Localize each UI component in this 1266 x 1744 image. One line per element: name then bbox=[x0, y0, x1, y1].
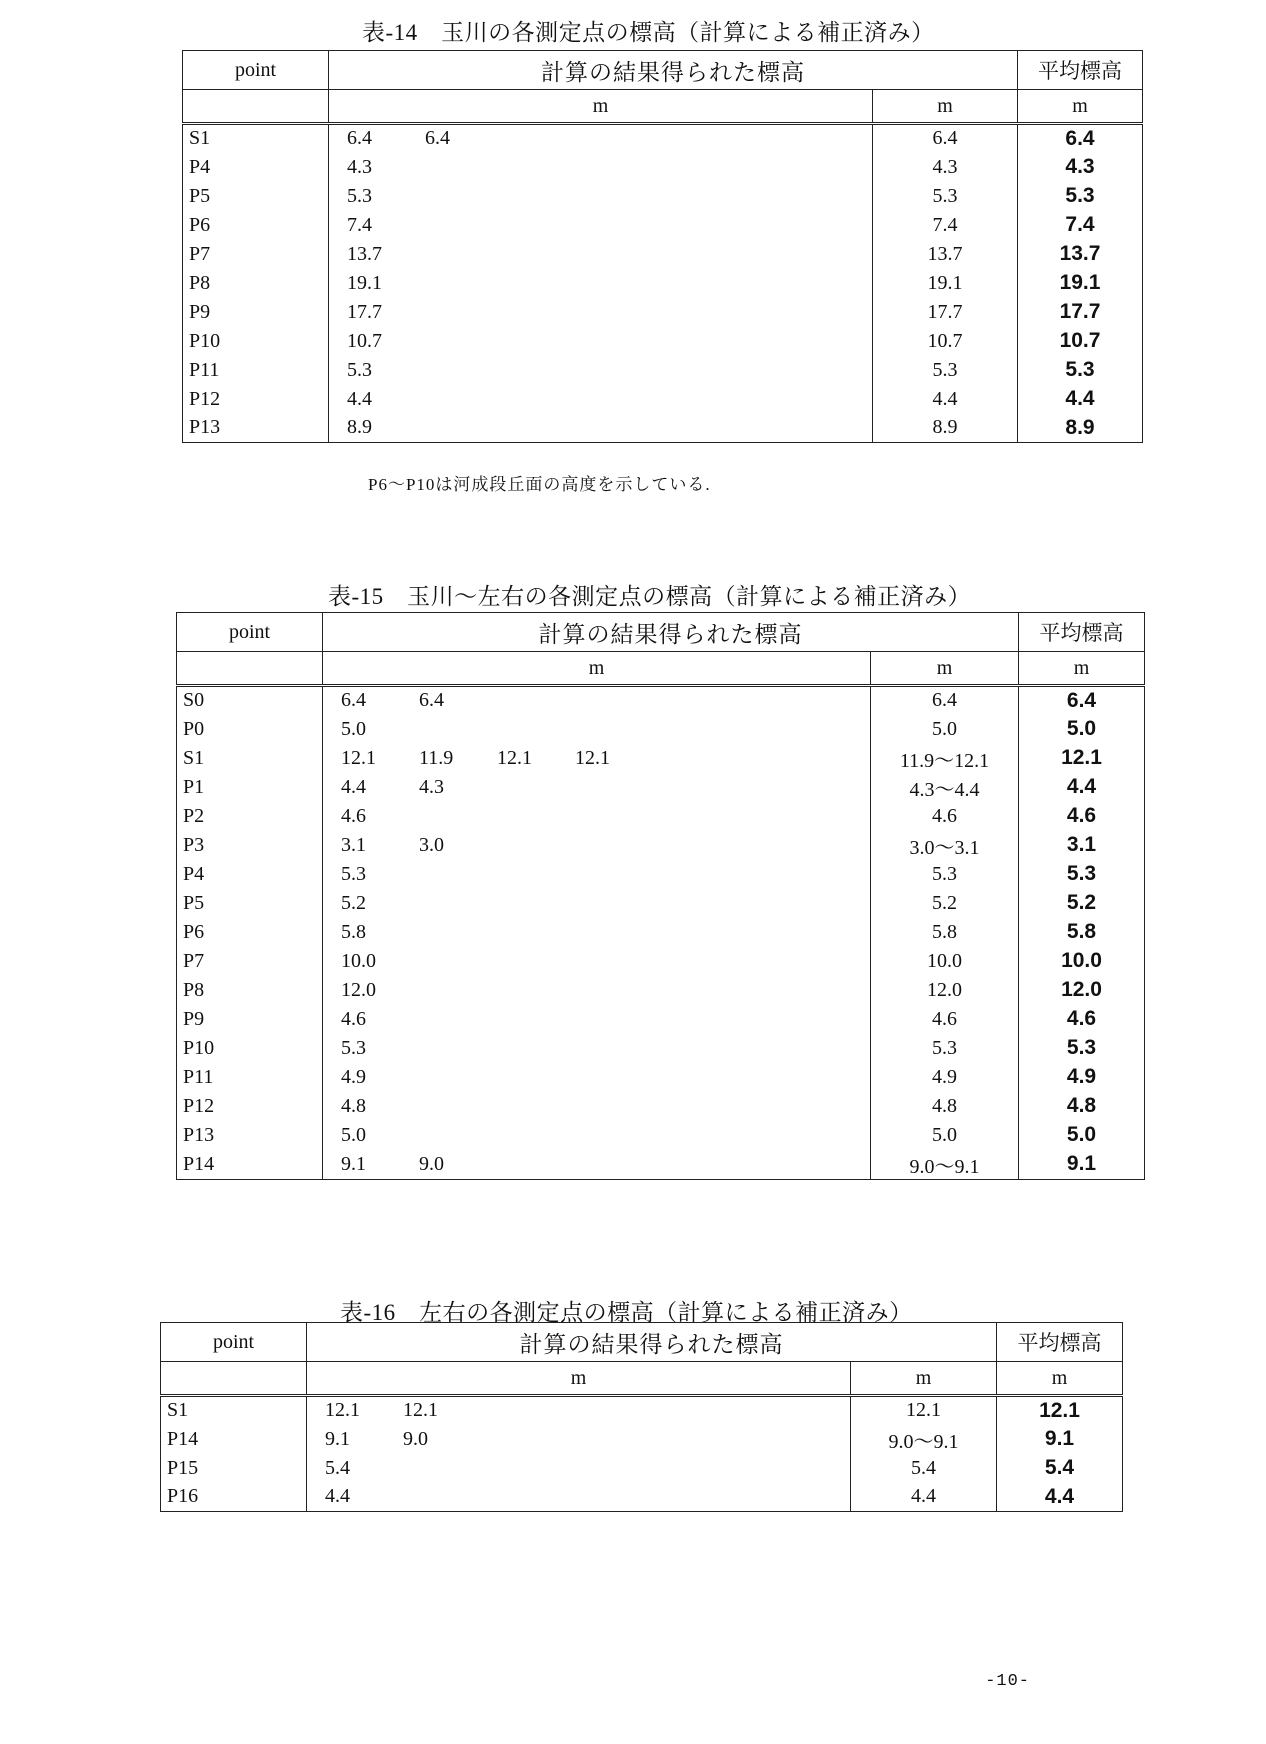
point-header: point bbox=[161, 1323, 307, 1362]
values-cell bbox=[329, 385, 873, 414]
measured-value: 7.4 bbox=[347, 213, 372, 236]
measured-value: 12.1 bbox=[325, 1399, 360, 1422]
point-cell: P11 bbox=[177, 1063, 323, 1092]
values-cell bbox=[323, 715, 871, 744]
point-cell: P4 bbox=[177, 860, 323, 889]
point-cell: S1 bbox=[177, 744, 323, 773]
point-cell: P6 bbox=[177, 918, 323, 947]
point-cell: P16 bbox=[161, 1483, 307, 1512]
average-cell: 12.1 bbox=[997, 1396, 1123, 1425]
point-cell: P12 bbox=[183, 385, 329, 414]
calc-header: 計算の結果得られた標高 bbox=[323, 613, 1019, 652]
avg-header: 平均標高 bbox=[1019, 613, 1145, 652]
table-row bbox=[161, 1454, 1123, 1483]
values-cell bbox=[329, 182, 873, 211]
values-cell bbox=[323, 686, 871, 715]
measured-value: 5.0 bbox=[341, 1123, 366, 1146]
point-unit-cell bbox=[183, 90, 329, 124]
measured-value: 8.9 bbox=[347, 416, 372, 439]
range-unit: m bbox=[873, 90, 1018, 124]
values-cell bbox=[323, 976, 871, 1005]
average-cell: 5.4 bbox=[997, 1454, 1123, 1483]
measured-value: 12.1 bbox=[341, 746, 376, 769]
avg-unit: m bbox=[1019, 652, 1145, 686]
measured-value: 13.7 bbox=[347, 242, 382, 265]
calc-unit: m bbox=[329, 90, 873, 124]
point-cell: P13 bbox=[177, 1121, 323, 1150]
average-cell: 6.4 bbox=[1019, 686, 1145, 715]
point-cell: P3 bbox=[177, 831, 323, 860]
table-14-note: P6～P10は河成段丘面の高度を示している. bbox=[368, 475, 711, 494]
table-row bbox=[177, 947, 1145, 976]
measured-value: 5.2 bbox=[341, 891, 366, 914]
average-cell: 5.8 bbox=[1019, 918, 1145, 947]
point-cell: P0 bbox=[177, 715, 323, 744]
average-cell: 5.3 bbox=[1019, 1034, 1145, 1063]
table-row bbox=[177, 918, 1145, 947]
measured-value: 4.4 bbox=[325, 1485, 350, 1508]
measured-value: 6.4 bbox=[425, 127, 450, 150]
calc-header: 計算の結果得られた標高 bbox=[329, 51, 1018, 90]
measured-value: 4.9 bbox=[341, 1065, 366, 1088]
average-cell: 4.8 bbox=[1019, 1092, 1145, 1121]
average-cell: 13.7 bbox=[1018, 240, 1143, 269]
range-cell: 9.0～9.1 bbox=[851, 1425, 997, 1454]
table-15 bbox=[176, 612, 1145, 1180]
average-cell: 5.3 bbox=[1019, 860, 1145, 889]
point-cell: P11 bbox=[183, 356, 329, 385]
measured-value: 4.8 bbox=[341, 1094, 366, 1117]
range-cell: 10.7 bbox=[873, 327, 1018, 356]
range-cell: 4.9 bbox=[871, 1063, 1019, 1092]
range-cell: 4.8 bbox=[871, 1092, 1019, 1121]
range-unit: m bbox=[851, 1362, 997, 1396]
values-cell bbox=[329, 153, 873, 182]
table-row bbox=[161, 1396, 1123, 1425]
point-cell: S0 bbox=[177, 686, 323, 715]
measured-value: 3.1 bbox=[341, 833, 366, 856]
point-cell: P8 bbox=[183, 269, 329, 298]
table-row bbox=[177, 686, 1145, 715]
values-cell bbox=[329, 269, 873, 298]
table-16-caption: 表-16 左右の各測定点の標高（計算による補正済み） bbox=[340, 1300, 913, 1325]
range-cell: 13.7 bbox=[873, 240, 1018, 269]
values-cell bbox=[323, 889, 871, 918]
values-cell bbox=[323, 1150, 871, 1180]
range-cell: 4.6 bbox=[871, 802, 1019, 831]
measured-value: 17.7 bbox=[347, 300, 382, 323]
range-cell: 9.0～9.1 bbox=[871, 1150, 1019, 1180]
table-row bbox=[177, 1150, 1145, 1180]
table-16 bbox=[160, 1322, 1123, 1512]
values-cell bbox=[323, 1121, 871, 1150]
table-row bbox=[177, 889, 1145, 918]
table-row bbox=[183, 414, 1143, 443]
table-row bbox=[177, 1034, 1145, 1063]
average-cell: 4.4 bbox=[1019, 773, 1145, 802]
values-cell bbox=[329, 327, 873, 356]
table-row bbox=[183, 240, 1143, 269]
table-row bbox=[177, 860, 1145, 889]
table-row bbox=[177, 715, 1145, 744]
measured-value: 12.1 bbox=[575, 746, 610, 769]
range-cell: 5.0 bbox=[871, 715, 1019, 744]
average-cell: 12.0 bbox=[1019, 976, 1145, 1005]
measured-value: 5.3 bbox=[347, 184, 372, 207]
point-cell: P13 bbox=[183, 414, 329, 443]
average-cell: 12.1 bbox=[1019, 744, 1145, 773]
measured-value: 6.4 bbox=[347, 127, 372, 150]
average-cell: 6.4 bbox=[1018, 124, 1143, 153]
range-cell: 17.7 bbox=[873, 298, 1018, 327]
measured-value: 4.4 bbox=[341, 775, 366, 798]
table-row bbox=[177, 976, 1145, 1005]
average-cell: 5.3 bbox=[1018, 182, 1143, 211]
values-cell bbox=[323, 1063, 871, 1092]
values-cell bbox=[323, 1034, 871, 1063]
point-cell: P4 bbox=[183, 153, 329, 182]
average-cell: 5.3 bbox=[1018, 356, 1143, 385]
average-cell: 3.1 bbox=[1019, 831, 1145, 860]
point-cell: P2 bbox=[177, 802, 323, 831]
range-cell: 10.0 bbox=[871, 947, 1019, 976]
average-cell: 5.0 bbox=[1019, 1121, 1145, 1150]
values-cell bbox=[329, 124, 873, 153]
measured-value: 3.0 bbox=[419, 833, 444, 856]
point-cell: P10 bbox=[177, 1034, 323, 1063]
range-cell: 5.2 bbox=[871, 889, 1019, 918]
average-cell: 4.4 bbox=[997, 1483, 1123, 1512]
point-header: point bbox=[177, 613, 323, 652]
values-cell bbox=[323, 802, 871, 831]
values-cell bbox=[329, 298, 873, 327]
values-cell bbox=[323, 744, 871, 773]
average-cell: 4.6 bbox=[1019, 802, 1145, 831]
measured-value: 6.4 bbox=[419, 689, 444, 712]
point-cell: P6 bbox=[183, 211, 329, 240]
values-cell bbox=[323, 918, 871, 947]
measured-value: 4.6 bbox=[341, 804, 366, 827]
point-unit-cell bbox=[177, 652, 323, 686]
point-cell: P12 bbox=[177, 1092, 323, 1121]
range-cell: 5.4 bbox=[851, 1454, 997, 1483]
avg-unit: m bbox=[1018, 90, 1143, 124]
values-cell bbox=[329, 211, 873, 240]
range-cell: 5.3 bbox=[871, 1034, 1019, 1063]
measured-value: 5.3 bbox=[341, 1036, 366, 1059]
point-cell: P5 bbox=[183, 182, 329, 211]
point-cell: P7 bbox=[177, 947, 323, 976]
values-cell bbox=[329, 356, 873, 385]
table-row bbox=[183, 356, 1143, 385]
range-cell: 6.4 bbox=[871, 686, 1019, 715]
measured-value: 10.7 bbox=[347, 329, 382, 352]
calc-header: 計算の結果得られた標高 bbox=[307, 1323, 997, 1362]
range-cell: 5.8 bbox=[871, 918, 1019, 947]
calc-unit: m bbox=[307, 1362, 851, 1396]
avg-header: 平均標高 bbox=[1018, 51, 1143, 90]
average-cell: 19.1 bbox=[1018, 269, 1143, 298]
point-cell: S1 bbox=[161, 1396, 307, 1425]
measured-value: 12.0 bbox=[341, 978, 376, 1001]
range-cell: 19.1 bbox=[873, 269, 1018, 298]
table-row bbox=[177, 1121, 1145, 1150]
point-cell: P9 bbox=[177, 1005, 323, 1034]
table-row bbox=[183, 153, 1143, 182]
point-cell: P8 bbox=[177, 976, 323, 1005]
table-row bbox=[161, 1425, 1123, 1454]
measured-value: 9.0 bbox=[419, 1152, 444, 1175]
table-row bbox=[177, 1005, 1145, 1034]
average-cell: 4.6 bbox=[1019, 1005, 1145, 1034]
average-cell: 4.3 bbox=[1018, 153, 1143, 182]
page-number: -10- bbox=[985, 1672, 1030, 1691]
calc-unit: m bbox=[323, 652, 871, 686]
table-row bbox=[177, 802, 1145, 831]
table-row bbox=[177, 831, 1145, 860]
average-cell: 9.1 bbox=[997, 1425, 1123, 1454]
point-unit-cell bbox=[161, 1362, 307, 1396]
avg-header: 平均標高 bbox=[997, 1323, 1123, 1362]
range-cell: 4.4 bbox=[873, 385, 1018, 414]
measured-value: 9.1 bbox=[341, 1152, 366, 1175]
measured-value: 9.1 bbox=[325, 1427, 350, 1450]
table-row bbox=[183, 124, 1143, 153]
avg-unit: m bbox=[997, 1362, 1123, 1396]
table-row bbox=[183, 269, 1143, 298]
point-cell: P5 bbox=[177, 889, 323, 918]
point-cell: P15 bbox=[161, 1454, 307, 1483]
range-cell: 4.4 bbox=[851, 1483, 997, 1512]
point-cell: P14 bbox=[161, 1425, 307, 1454]
table-row bbox=[177, 744, 1145, 773]
average-cell: 17.7 bbox=[1018, 298, 1143, 327]
measured-value: 5.0 bbox=[341, 717, 366, 740]
measured-value: 4.3 bbox=[419, 775, 444, 798]
range-cell: 5.3 bbox=[873, 182, 1018, 211]
table-row bbox=[177, 773, 1145, 802]
range-cell: 3.0～3.1 bbox=[871, 831, 1019, 860]
average-cell: 5.0 bbox=[1019, 715, 1145, 744]
range-cell: 4.3 bbox=[873, 153, 1018, 182]
average-cell: 4.4 bbox=[1018, 385, 1143, 414]
table-row bbox=[177, 1063, 1145, 1092]
measured-value: 10.0 bbox=[341, 949, 376, 972]
average-cell: 4.9 bbox=[1019, 1063, 1145, 1092]
measured-value: 6.4 bbox=[341, 689, 366, 712]
table-row bbox=[183, 182, 1143, 211]
table-15-caption: 表-15 玉川～左右の各測定点の標高（計算による補正済み） bbox=[328, 584, 972, 609]
values-cell bbox=[323, 860, 871, 889]
point-header: point bbox=[183, 51, 329, 90]
average-cell: 8.9 bbox=[1018, 414, 1143, 443]
values-cell bbox=[307, 1483, 851, 1512]
table-14-caption: 表-14 玉川の各測定点の標高（計算による補正済み） bbox=[362, 20, 935, 45]
point-cell: P10 bbox=[183, 327, 329, 356]
values-cell bbox=[323, 1005, 871, 1034]
range-cell: 4.6 bbox=[871, 1005, 1019, 1034]
table-14 bbox=[182, 50, 1143, 443]
values-cell bbox=[329, 414, 873, 443]
range-unit: m bbox=[871, 652, 1019, 686]
table-row bbox=[161, 1483, 1123, 1512]
average-cell: 7.4 bbox=[1018, 211, 1143, 240]
values-cell bbox=[307, 1454, 851, 1483]
range-cell: 11.9～12.1 bbox=[871, 744, 1019, 773]
measured-value: 5.8 bbox=[341, 920, 366, 943]
values-cell bbox=[329, 240, 873, 269]
point-cell: S1 bbox=[183, 124, 329, 153]
measured-value: 9.0 bbox=[403, 1427, 428, 1450]
measured-value: 5.3 bbox=[347, 358, 372, 381]
measured-value: 4.4 bbox=[347, 387, 372, 410]
average-cell: 10.7 bbox=[1018, 327, 1143, 356]
values-cell bbox=[307, 1425, 851, 1454]
measured-value: 4.3 bbox=[347, 155, 372, 178]
measured-value: 12.1 bbox=[497, 746, 532, 769]
point-cell: P9 bbox=[183, 298, 329, 327]
range-cell: 12.0 bbox=[871, 976, 1019, 1005]
range-cell: 4.3～4.4 bbox=[871, 773, 1019, 802]
table-row bbox=[177, 1092, 1145, 1121]
point-cell: P7 bbox=[183, 240, 329, 269]
values-cell bbox=[323, 831, 871, 860]
range-cell: 5.0 bbox=[871, 1121, 1019, 1150]
values-cell bbox=[323, 1092, 871, 1121]
measured-value: 12.1 bbox=[403, 1399, 438, 1422]
point-cell: P1 bbox=[177, 773, 323, 802]
measured-value: 19.1 bbox=[347, 271, 382, 294]
table-row bbox=[183, 298, 1143, 327]
range-cell: 5.3 bbox=[871, 860, 1019, 889]
point-cell: P14 bbox=[177, 1150, 323, 1180]
measured-value: 5.3 bbox=[341, 862, 366, 885]
range-cell: 7.4 bbox=[873, 211, 1018, 240]
average-cell: 5.2 bbox=[1019, 889, 1145, 918]
table-row bbox=[183, 385, 1143, 414]
values-cell bbox=[323, 947, 871, 976]
average-cell: 9.1 bbox=[1019, 1150, 1145, 1180]
values-cell bbox=[323, 773, 871, 802]
range-cell: 6.4 bbox=[873, 124, 1018, 153]
measured-value: 5.4 bbox=[325, 1456, 350, 1479]
range-cell: 8.9 bbox=[873, 414, 1018, 443]
range-cell: 5.3 bbox=[873, 356, 1018, 385]
average-cell: 10.0 bbox=[1019, 947, 1145, 976]
range-cell: 12.1 bbox=[851, 1396, 997, 1425]
values-cell bbox=[307, 1396, 851, 1425]
measured-value: 4.6 bbox=[341, 1007, 366, 1030]
table-row bbox=[183, 327, 1143, 356]
table-row bbox=[183, 211, 1143, 240]
measured-value: 11.9 bbox=[419, 746, 454, 769]
